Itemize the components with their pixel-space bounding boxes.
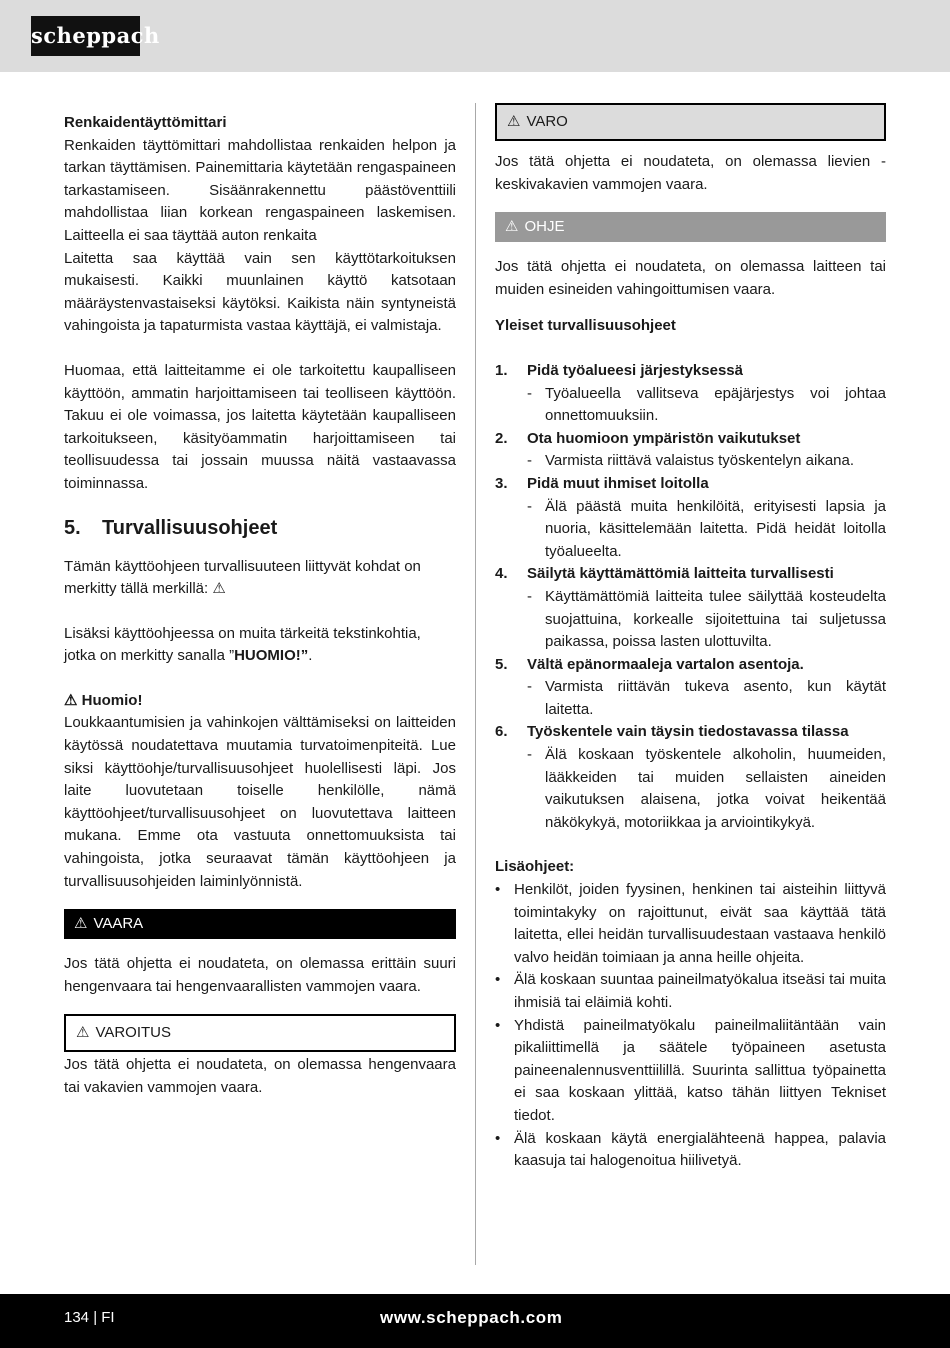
danger-label: VAARA <box>93 915 144 933</box>
warning-text: Jos tätä ohjetta ei noudateta, on olemassa hengenvaara tai vakavien vammojen vaara. <box>64 1056 456 1096</box>
intended-use-text: Laitetta saa käyttää vain sen käyttötarkoituksen mukaisesti. Kaikki muunlainen käyttö katsotaan määräystenvastaiseksi käytöksi. Kaikista näin syntyneistä vahingoista ja tapaturmista vastaa käyttäjä, ei valmistaja. <box>64 249 456 335</box>
page-number: 134 | FI <box>64 1309 115 1326</box>
brand-logo: scheppach <box>31 16 140 56</box>
footer-bar <box>0 1294 950 1348</box>
list-item: • Henkilöt, joiden fyysinen, henkinen tai aisteihin liittyvä toimintakyky on rajoittunut, eivät saa käyttää tätä laitetta, ellei heidän turvallisuudestaan vastaava henkilö valvo heidän toimiaan ja anna heille ohjeita. <box>495 881 886 966</box>
warning-triangle-icon: ⚠ <box>505 218 519 236</box>
warning-label: VAROITUS <box>95 1024 172 1042</box>
section-title: Turvallisuusohjeet <box>102 516 278 539</box>
caution-box <box>495 103 886 141</box>
warning-triangle-icon: ⚠ <box>64 691 78 709</box>
website-url: www.scheppach.com <box>380 1308 563 1327</box>
tire-gauge-heading: Renkaidentäyttömittari <box>64 114 227 131</box>
general-safety-heading: Yleiset turvallisuusohjeet <box>495 317 676 335</box>
caution-label: VARO <box>526 113 568 130</box>
warning-box <box>64 1014 456 1052</box>
notice-label: OHJE <box>524 218 565 236</box>
danger-box <box>64 909 456 939</box>
additional-heading: Lisäohjeet: <box>495 858 575 876</box>
warning-triangle-icon: ⚠ <box>507 113 521 130</box>
notice-text: Jos tätä ohjetta ei noudateta, on olemassa laitteen tai muiden esineiden vahingoittumisen vaara. <box>495 258 886 298</box>
column-divider <box>475 103 476 1265</box>
additional-list <box>495 879 886 1173</box>
list-item: 6. Työskentele vain täysin tiedostavassa tilassa - Älä koskaan työskentele alkoholin, huumeiden, lääkkeiden tai muiden sellaisten aineiden vaikutuksen alaisena, jotka voivat heikentää näkökykyä, motoriikkaa ja arviointikykyä. <box>495 723 886 831</box>
list-item: 1. Pidä työalueesi järjestyksessä - Työalueella vallitseva epäjärjestys voi johtaa onnettomuuksiin. <box>495 361 886 425</box>
list-item: 5. Vältä epänormaaleja vartalon asentoja. - Varmista riittävän tukeva asento, kun käytät laitetta. <box>495 655 886 718</box>
warning-triangle-icon: ⚠ <box>76 1024 90 1042</box>
attention-heading: ⚠ Huomio! <box>64 691 143 709</box>
note-text: Lisäksi käyttöohjeessa on muita tärkeitä tekstinkohtia, jotka on merkitty sanalla ”HUOMIO!”. <box>64 624 421 665</box>
safety-list <box>495 360 886 834</box>
attention-text: Loukkaantumisien ja vahinkojen välttämiseksi on laitteiden käytössä noudatettava muutamia turvatoimenpiteitä. Lue siksi käyttöohje/turvallisuusohjeet huolellisesti läpi. Jos laite luovutetaan toiselle henkilölle, nämä käyttöohjeet/turvallisuusohjeet on luovutettava laitteen mukana. Emme ota vastuuta onnettomuuksista tai vahingoista, jotka seuraavat tämän käyttöohjeen ja turvallisuusohjeiden laiminlyönnistä. <box>64 714 456 890</box>
list-item: • Älä koskaan käytä energialähteenä happea, palavia kaasuja tai halogenoitua hiilivetyä. <box>495 1129 886 1170</box>
tire-gauge-text: Renkaiden täyttömittari mahdollistaa renkaiden helpon ja tarkan täyttämisen. Painemittaria käytetään rengaspaineen tarkastamiseen. Sisäänrakennettu päästöventtiili mahdollistaa liian korkean rengaspaineen laskemisen. Laitteella ei saa täyttää auton renkaita <box>64 136 456 244</box>
list-item: 3. Pidä muut ihmiset loitolla - Älä päästä muita henkilöitä, erityisesti lapsia ja nuoria, käsittelemään laitetta. Pidä heidät loitolla työalueelta. <box>495 474 886 560</box>
list-item: • Älä koskaan suuntaa paineilmatyökalua itseäsi tai muita ihmisiä tai eläimiä kohti. <box>495 971 886 1011</box>
list-item: 2. Ota huomioon ympäristön vaikutukset - Varmista riittävä valaistus työskentelyn aikana. <box>495 429 855 470</box>
section-number: 5. <box>64 516 81 539</box>
marked-text: Tämän käyttöohjeen turvallisuuteen liittyvät kohdat on merkitty tällä merkillä: ⚠ <box>64 557 421 598</box>
caution-text: Jos tätä ohjetta ei noudateta, on olemassa lievien -keskivakavien vammojen vaara. <box>495 153 886 193</box>
commercial-use-text: Huomaa, että laitteitamme ei ole tarkoitettu kaupalliseen käyttöön, ammatin harjoittamiseen tai teolliseen käyttöön. Takuu ei ole voimassa, jos laitetta käytetään kaupalliseen tarkoitukseen, käsityöammatin harjoittamiseen tai teollisuudessa tai jossain muussa näitä vastaavassa toiminnassa. <box>64 361 456 492</box>
list-item: 4. Säilytä käyttämättömiä laitteita turvallisesti - Käyttämättömiä laitteita tulee säilyttää kosteudelta suojattuina, korkealle sijoitettuina tai suljetussa paikassa, poissa lasten ulottuvilta. <box>495 565 886 651</box>
header-bar <box>0 0 950 72</box>
notice-box <box>495 212 886 242</box>
left-column <box>64 112 456 1100</box>
warning-triangle-icon: ⚠ <box>74 915 88 933</box>
danger-text: Jos tätä ohjetta ei noudateta, on olemassa erittäin suuri hengenvaara tai hengenvaarallisten vammojen vaara. <box>64 955 456 995</box>
right-column <box>495 103 886 1173</box>
section-heading <box>64 514 456 542</box>
list-item: • Yhdistä paineilmatyökalu paineilmaliitäntään vain pikaliittimellä ja säätele työpaineen asetusta paineenalennusventtiilillä. Suurinta sallittua työpainetta ei saa koskaan ylittää, katso tähän liittyen Tekniset tiedot. <box>495 1016 886 1124</box>
